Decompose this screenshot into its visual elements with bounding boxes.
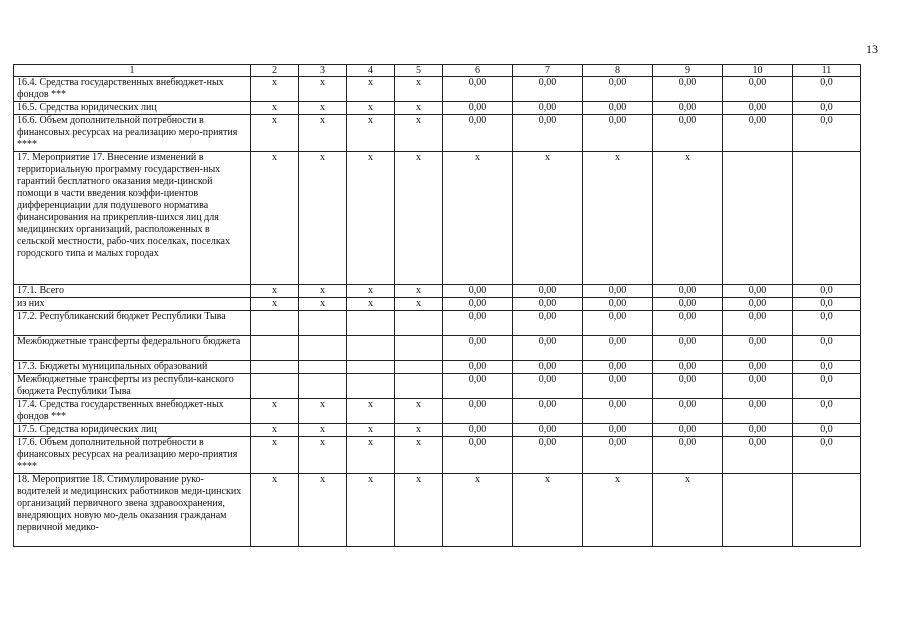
- value-cell: 0,00: [443, 311, 513, 336]
- value-cell: 0,00: [723, 399, 793, 424]
- value-cell: 0,00: [653, 285, 723, 298]
- value-cell: 0,0: [793, 298, 861, 311]
- value-cell: 0,00: [653, 311, 723, 336]
- page-number: 13: [866, 42, 878, 56]
- value-cell: 0,00: [653, 424, 723, 437]
- value-cell: x: [513, 474, 583, 547]
- table-row: [14, 77, 861, 102]
- value-cell: 0,00: [723, 424, 793, 437]
- value-cell: 0,00: [723, 115, 793, 152]
- value-cell: [793, 474, 861, 547]
- value-cell: x: [299, 152, 347, 285]
- table-row: [14, 399, 861, 424]
- table-row: [14, 361, 861, 374]
- table-row: [14, 474, 861, 547]
- value-cell: [347, 361, 395, 374]
- value-cell: 0,00: [653, 298, 723, 311]
- header-cell: 4: [347, 65, 395, 77]
- value-cell: [723, 474, 793, 547]
- value-cell: x: [395, 152, 443, 285]
- row-label: 16.6. Объем дополнительной потребности в финансовых ресурсах на реализацию меро-приятия ****: [14, 115, 251, 152]
- value-cell: 0,00: [723, 77, 793, 102]
- row-label: 17.2. Республиканский бюджет Республики Тыва: [14, 311, 251, 336]
- row-label: 16.5. Средства юридических лиц: [14, 102, 251, 115]
- value-cell: 0,00: [723, 311, 793, 336]
- value-cell: 0,00: [723, 437, 793, 474]
- value-cell: x: [251, 77, 299, 102]
- value-cell: 0,00: [513, 311, 583, 336]
- value-cell: 0,00: [443, 336, 513, 361]
- header-cell: 2: [251, 65, 299, 77]
- header-cell: 5: [395, 65, 443, 77]
- value-cell: [723, 152, 793, 285]
- row-label: 17.6. Объем дополнительной потребности в финансовых ресурсах на реализацию меро-приятия ****: [14, 437, 251, 474]
- value-cell: x: [299, 424, 347, 437]
- value-cell: [347, 374, 395, 399]
- row-label: 17.3. Бюджеты муниципальных образований: [14, 361, 251, 374]
- value-cell: [251, 374, 299, 399]
- value-cell: [251, 361, 299, 374]
- value-cell: 0,00: [513, 77, 583, 102]
- value-cell: 0,00: [723, 336, 793, 361]
- value-cell: 0,00: [443, 437, 513, 474]
- value-cell: 0,00: [583, 336, 653, 361]
- value-cell: 0,0: [793, 361, 861, 374]
- table-row: [14, 437, 861, 474]
- value-cell: [395, 311, 443, 336]
- row-label: 17.1. Всего: [14, 285, 251, 298]
- value-cell: x: [299, 77, 347, 102]
- value-cell: x: [395, 115, 443, 152]
- table-row: [14, 115, 861, 152]
- table-row: [14, 374, 861, 399]
- header-cell: 3: [299, 65, 347, 77]
- value-cell: 0,00: [653, 361, 723, 374]
- value-cell: 0,00: [513, 298, 583, 311]
- value-cell: x: [251, 298, 299, 311]
- value-cell: [347, 336, 395, 361]
- value-cell: [395, 336, 443, 361]
- value-cell: x: [251, 285, 299, 298]
- value-cell: 0,00: [443, 102, 513, 115]
- value-cell: x: [299, 437, 347, 474]
- value-cell: x: [251, 399, 299, 424]
- value-cell: 0,00: [583, 361, 653, 374]
- value-cell: 0,00: [653, 399, 723, 424]
- value-cell: 0,0: [793, 77, 861, 102]
- header-cell: 10: [723, 65, 793, 77]
- row-label: 18. Мероприятие 18. Стимулирование руко-водителей и медицинских работников меди-цинских организаций первичного звена здравоохранения, внедряющих новую мо-дель оказания гражданам первичной медико-: [14, 474, 251, 547]
- value-cell: 0,00: [513, 115, 583, 152]
- value-cell: x: [395, 102, 443, 115]
- value-cell: [395, 374, 443, 399]
- value-cell: 0,00: [583, 298, 653, 311]
- value-cell: x: [395, 285, 443, 298]
- value-cell: x: [251, 115, 299, 152]
- value-cell: [251, 336, 299, 361]
- value-cell: x: [395, 474, 443, 547]
- value-cell: x: [251, 424, 299, 437]
- value-cell: 0,00: [513, 399, 583, 424]
- row-label: Межбюджетные трансферты из республи-канского бюджета Республики Тыва: [14, 374, 251, 399]
- value-cell: 0,00: [723, 374, 793, 399]
- table-row: [14, 285, 861, 298]
- value-cell: 0,00: [443, 361, 513, 374]
- value-cell: 0,00: [653, 115, 723, 152]
- row-label: из них: [14, 298, 251, 311]
- value-cell: 0,00: [443, 115, 513, 152]
- table-row: [14, 152, 861, 285]
- header-cell: 8: [583, 65, 653, 77]
- value-cell: x: [347, 152, 395, 285]
- value-cell: 0,00: [583, 115, 653, 152]
- value-cell: 0,00: [443, 374, 513, 399]
- value-cell: 0,00: [583, 399, 653, 424]
- value-cell: 0,0: [793, 102, 861, 115]
- table-row: [14, 298, 861, 311]
- value-cell: x: [347, 399, 395, 424]
- value-cell: 0,00: [583, 374, 653, 399]
- value-cell: 0,0: [793, 115, 861, 152]
- value-cell: 0,00: [653, 437, 723, 474]
- value-cell: 0,00: [653, 77, 723, 102]
- value-cell: 0,00: [513, 374, 583, 399]
- value-cell: x: [513, 152, 583, 285]
- value-cell: x: [583, 474, 653, 547]
- value-cell: x: [251, 474, 299, 547]
- value-cell: 0,0: [793, 437, 861, 474]
- value-cell: x: [347, 102, 395, 115]
- value-cell: 0,0: [793, 399, 861, 424]
- value-cell: x: [299, 102, 347, 115]
- table-row: [14, 311, 861, 336]
- value-cell: x: [347, 115, 395, 152]
- value-cell: 0,00: [513, 361, 583, 374]
- value-cell: 0,00: [583, 311, 653, 336]
- header-cell: 7: [513, 65, 583, 77]
- value-cell: x: [653, 474, 723, 547]
- value-cell: x: [299, 285, 347, 298]
- row-label: Межбюджетные трансферты федерального бюджета: [14, 336, 251, 361]
- table-row: [14, 336, 861, 361]
- value-cell: 0,00: [583, 102, 653, 115]
- value-cell: 0,00: [443, 399, 513, 424]
- value-cell: [251, 311, 299, 336]
- value-cell: 0,00: [583, 77, 653, 102]
- row-label: 17. Мероприятие 17. Внесение изменений в территориальную программу государствен-ных гарантий бесплатного оказания меди-цинской помощи в части введения коэффи-циентов дифференциации для подушевого норматива финансирования на прикреплив-шихся лиц для медицинских организаций, расположенных в сельской местности, рабо-чих поселках, поселках городского типа и малых городах: [14, 152, 251, 285]
- value-cell: 0,00: [443, 424, 513, 437]
- value-cell: x: [251, 437, 299, 474]
- header-cell: 6: [443, 65, 513, 77]
- value-cell: 0,00: [723, 298, 793, 311]
- value-cell: x: [443, 474, 513, 547]
- value-cell: x: [395, 298, 443, 311]
- row-label: 17.5. Средства юридических лиц: [14, 424, 251, 437]
- value-cell: x: [299, 298, 347, 311]
- value-cell: [299, 311, 347, 336]
- value-cell: x: [395, 424, 443, 437]
- value-cell: 0,0: [793, 285, 861, 298]
- value-cell: x: [299, 474, 347, 547]
- value-cell: x: [347, 474, 395, 547]
- value-cell: 0,00: [443, 77, 513, 102]
- table-row: [14, 424, 861, 437]
- value-cell: 0,00: [723, 361, 793, 374]
- value-cell: 0,0: [793, 424, 861, 437]
- value-cell: [793, 152, 861, 285]
- header-cell: 11: [793, 65, 861, 77]
- value-cell: x: [299, 115, 347, 152]
- value-cell: x: [251, 152, 299, 285]
- value-cell: [299, 336, 347, 361]
- value-cell: x: [299, 399, 347, 424]
- value-cell: [395, 361, 443, 374]
- value-cell: [299, 361, 347, 374]
- value-cell: 0,00: [513, 102, 583, 115]
- value-cell: x: [347, 285, 395, 298]
- value-cell: x: [395, 399, 443, 424]
- value-cell: 0,00: [513, 424, 583, 437]
- value-cell: 0,00: [443, 298, 513, 311]
- header-cell: 9: [653, 65, 723, 77]
- value-cell: 0,00: [653, 336, 723, 361]
- value-cell: x: [395, 77, 443, 102]
- table-row: [14, 102, 861, 115]
- row-label: 17.4. Средства государственных внебюджет-ных фондов ***: [14, 399, 251, 424]
- header-cell: 1: [14, 65, 251, 77]
- value-cell: [347, 311, 395, 336]
- value-cell: [299, 374, 347, 399]
- value-cell: 0,00: [583, 285, 653, 298]
- value-cell: 0,00: [443, 285, 513, 298]
- value-cell: x: [395, 437, 443, 474]
- row-label: 16.4. Средства государственных внебюджет-ных фондов ***: [14, 77, 251, 102]
- value-cell: x: [653, 152, 723, 285]
- value-cell: 0,00: [723, 102, 793, 115]
- value-cell: 0,00: [653, 374, 723, 399]
- value-cell: 0,00: [723, 285, 793, 298]
- funding-table: [13, 64, 861, 547]
- value-cell: 0,00: [583, 437, 653, 474]
- value-cell: 0,0: [793, 311, 861, 336]
- value-cell: x: [347, 424, 395, 437]
- value-cell: 0,00: [513, 437, 583, 474]
- value-cell: x: [443, 152, 513, 285]
- value-cell: 0,0: [793, 374, 861, 399]
- value-cell: 0,00: [583, 424, 653, 437]
- header-row: [14, 65, 861, 77]
- value-cell: 0,00: [513, 285, 583, 298]
- value-cell: 0,00: [513, 336, 583, 361]
- value-cell: 0,0: [793, 336, 861, 361]
- value-cell: x: [347, 298, 395, 311]
- value-cell: x: [347, 437, 395, 474]
- value-cell: x: [347, 77, 395, 102]
- value-cell: x: [583, 152, 653, 285]
- value-cell: 0,00: [653, 102, 723, 115]
- value-cell: x: [251, 102, 299, 115]
